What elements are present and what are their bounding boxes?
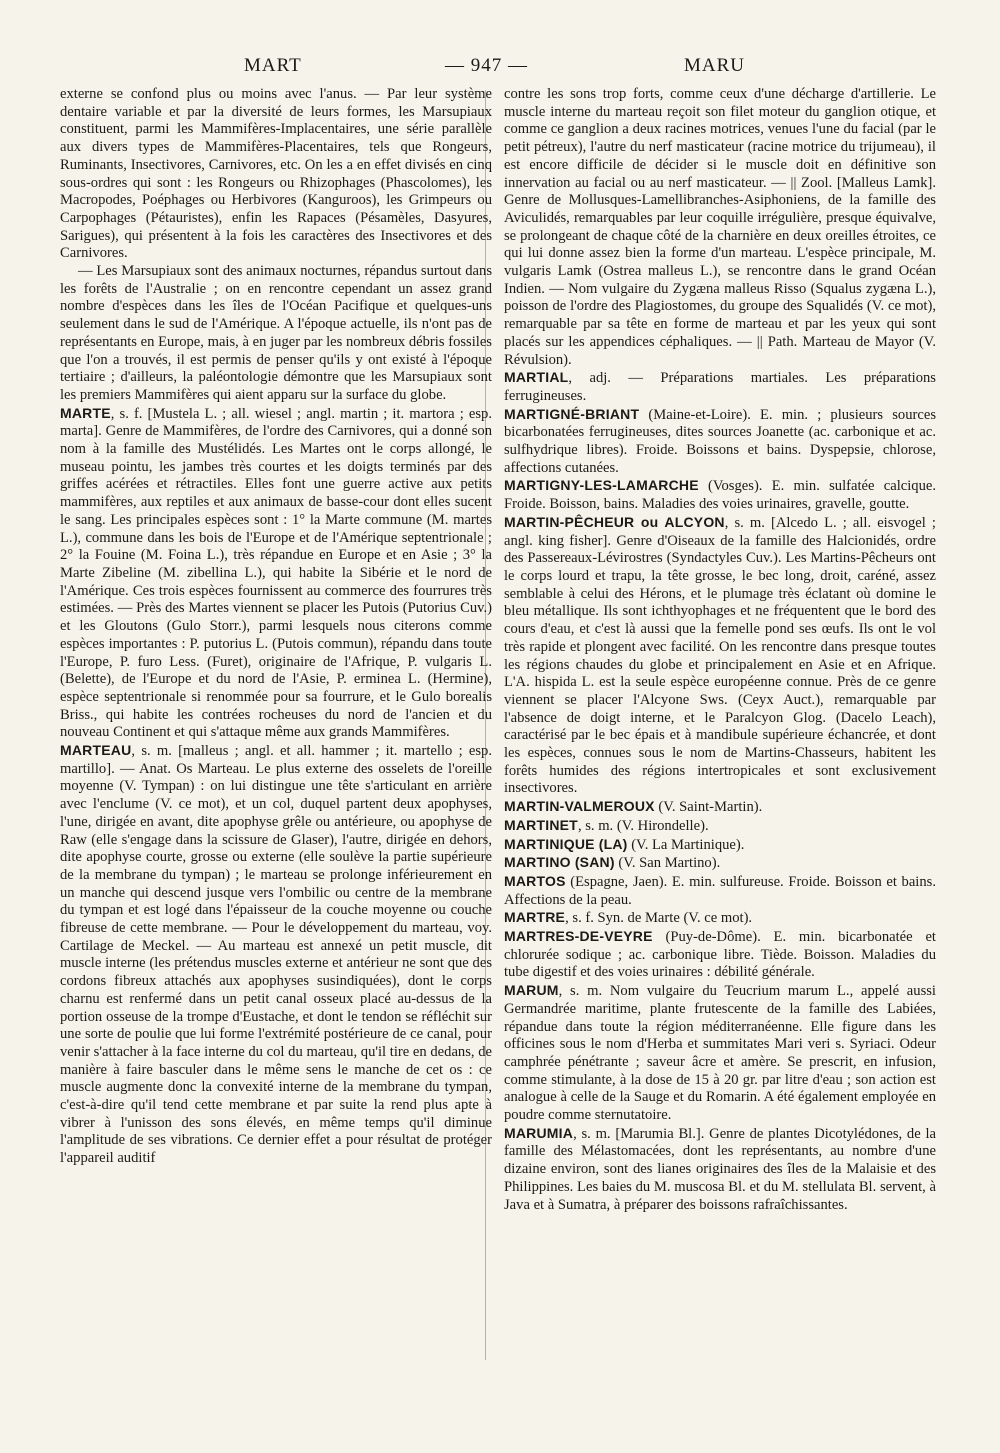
entry — [504, 854, 936, 873]
entry-body: (V. San Martino). — [614, 855, 721, 872]
entry-headword: MARTE — [60, 404, 111, 421]
page-number: — 947 — — [445, 55, 528, 76]
entry — [504, 514, 936, 798]
entry — [504, 928, 936, 982]
entry-headword: MARUMIA — [504, 1124, 574, 1141]
entry — [504, 836, 936, 855]
entry-headword: MARTOS — [504, 872, 566, 889]
entry-headword: MARTINO (SAN) — [504, 854, 615, 871]
entry-body: (V. Saint-Martin). — [654, 799, 763, 816]
entry-body: (Espagne, Jaen). E. min. sulfureuse. Froide. Boisson et bains. Affections de la peau. — [504, 873, 936, 908]
header-right: MARU — [684, 55, 746, 76]
entry-headword: MARTRE — [504, 909, 566, 926]
right-column — [504, 86, 936, 1214]
entry — [504, 406, 936, 478]
entry-body: (Maine-et-Loire). E. min. ; plusieurs sources bicarbonatées ferrugineuses, dites sources Joanette (ac. carbonique et ac. sulfhydrique libres). Froide. Boissons et bains. Dyspepsie, chlorose, affections cutanées. — [504, 406, 936, 476]
entry-headword: MARTIN-VALMEROUX — [504, 798, 655, 815]
entry-body: , s. m. [Alcedo L. ; all. eisvogel ; angl. king fisher]. Genre d'Oiseaux de la famille des Halcionidés, ordre des Passereaux-Lévirostres (Syndactyles Cuv.). Les Martins-Pêcheurs ont le corps lourd et trapu, la tête grosse, le bec long, droit, caréné, assez semblable à celui des Hérons, et le plumage très éclatant où domine le bleu métallique. Ils sont ichthyophages et ne fréquentent que le bord des cours d'eau, et c'est là aussi que la femelle pond ses œufs. Ils ont le vol très rapide et plongent avec facilité. On les rencontre dans presque toutes les régions chaudes du globe et principalement en Asie et en Afrique. L'A. hispida L. est la seule espèce européenne connue. Près de ce genre viennent se placer l'Alcyone Sws. (Ceyx Auct.), remarquable par l'absence de doigt interne, et le Paralcyon Glog. (Dacelo Leach), caractérisé par le bec épais et à mandibule supérieure échancrée, et dont les espèces, connues sous le nom de Martins-Chasseurs, habitent les forêts humides des régions intertropicales et sont exclusivement insectivores. — [504, 514, 936, 797]
entry-body: (V. La Martinique). — [627, 836, 745, 853]
entry-headword: MARTINET — [504, 816, 578, 833]
entry — [504, 817, 936, 836]
entry-body: , s. m. [malleus ; angl. et all. hammer ; it. martello ; esp. martillo]. — Anat. Os Marteau. Le plus externe des osselets de l'oreille moyenne (V. Tympan) : on lui distingue une tête s'articulant en arrière avec l'enclume (V. ce mot), et un col, duquel partent deux apophyses, l'une, dirigée en avant, dite apophyse grêle ou antérieure, ou apophyse de Raw (elle s'engage dans la scissure de Glaser), l'autre, dirigée en dehors, dite apophyse courte, grosse ou externe (elle soulève la partie supérieure de la membrane du tympan) ; le marteau se prolonge inférieurement en un manche qui descend jusque vers l'ombilic ou centre de la membrane du tympan et est logé dans l'épaisseur de la couche moyenne ou couche fibreuse de cette membrane. — Pour le développement du marteau, voy. Cartilage de Meckel. — Au marteau est annexé un petit muscle, dit muscle interne (les prétendus muscles externe et antérieur ne sont que des cordons fibreux attachés aux apophyses susindiquées), dont le corps charnu est renfermé dans un petit canal osseux placé au-dessus de la portion osseuse de la trompe d'Eustache, et dont le tendon se réfléchit sur une sorte de poulie que lui forme l'extrémité postérieure de ce canal, pour venir s'attacher à la face interne du col du marteau, qu'il tire en dedans, de manière à faire basculer dans le même sens le manche de cet os : ce muscle augmente donc la convexité interne de la membrane du tympan, c'est-à-dire qu'il tend cette membrane et par suite la rend plus apte à vibrer à l'unisson des sons élevés, en même temps qu'il diminue l'amplitude de ses vibrations. Ce dernier effet a pour résultat de protéger l'appareil auditif — [60, 743, 492, 1167]
entry-body: (Puy-de-Dôme). E. min. bicarbonatée et chlorurée sodique ; ac. carbonique libre. Tiède. Boisson. Maladies du tube digestif et des voies urinaires : débilité générale. — [504, 929, 936, 981]
entry-body: , s. f. Syn. de Marte (V. ce mot). — [565, 910, 753, 927]
entry-headword: MARTIAL — [504, 369, 569, 386]
paragraph: externe se confond plus ou moins avec l'anus. — Par leur système dentaire variable et par la diversité de leurs formes, les Marsupiaux constituent, parmi les Mammifères-Implacentaires, une série parallèle aux divers types de Mammifères-Placentaires, tels que Rongeurs, Ruminants, Insectivores, Carnivores, etc. On les a en effet divisés en cinq sous-ordres qui sont : les Rongeurs ou Rhizophages (Phascolomes), les Macropodes, Poéphages ou Herbivores (Kanguroos), les Grimpeurs ou Carpophages (Pétauristes), enfin les Rapaces (Pésamèles, Dasyures, Sarigues), qui présentent à la fois les caractères des Insectivores et des Carnivores. — [60, 86, 492, 262]
entry-body: , s. f. [Mustela L. ; all. wiesel ; angl. martin ; it. martora ; esp. marta]. Genre de Mammifères, de l'ordre des Carnivores, qui a donné son nom à la famille des Mustélidés. Les Martes ont le corps allongé, le museau pointu, les jambes très courtes et les doigts terminés par des griffes acérées et rétractiles. Elles font une guerre active aux petits mammifères, aux reptiles et aux animaux de basse-cour dont elles sucent le sang. Les principales espèces sont : 1° la Marte commune (M. martes L.), commune dans les bois de l'Europe et de l'Amérique septentrionale ; 2° la Fouine (M. Foina L.), très répandue en Europe et en Asie ; 3° la Marte Zibeline (M. zibellina L.), qui habite la Sibérie et le nord de l'Amérique. Ces trois espèces fournissent au commerce des fourrures très estimées. — Près des Martes viennent se placer les Putois (Putorius Cuv.) et les Gloutons (Gulo Storr.), parmi lesquels nous citerons comme espèces importantes : P. putorius L. (Putois commun), répandu dans toute l'Europe, P. furo Less. (Furet), originaire de l'Afrique, P. vulgaris L. (Belette), de l'Europe et du nord de l'Asie, P. erminea L. (Hermine), espèce septentrionale si renommée pour sa fourrure, et le Gulo borealis Briss., qui habite les contrées rocheuses du nord de l'ancien et du nouveau Continent et qui s'attaque même aux grands Mammifères. — [60, 405, 492, 741]
entry — [504, 798, 936, 817]
entry-body: , s. m. [Marumia Bl.]. Genre de plantes Dicotylédones, de la famille des Mélastomacées, dont les représentants, au nombre d'une dizaine environ, sont des lianes originaires des îles de la Malaisie et des Philippines. Les baies du M. muscosa Bl. et du M. stellulata Bl. servent, à Java et à Sumatra, à préparer des boissons rafraîchissantes. — [504, 1125, 936, 1213]
entry-headword: MARTIN-PÊCHEUR ou ALCYON — [504, 513, 725, 530]
entry — [60, 405, 492, 742]
entry-body: (Vosges). E. min. sulfatée calcique. Froide. Boisson, bains. Maladies des voies urinaires, gravelle, goutte. — [504, 478, 936, 513]
entry-body: , adj. — Préparations martiales. Les préparations ferrugineuses. — [504, 370, 936, 404]
entry-headword: MARTIGNY-LES-LAMARCHE — [504, 477, 699, 494]
entry-headword: MARTEAU — [60, 742, 132, 759]
left-column — [60, 86, 492, 1168]
entry — [504, 369, 936, 405]
paragraph: — Les Marsupiaux sont des animaux nocturnes, répandus surtout dans les forêts de l'Australie ; on en rencontre cependant un assez grand nombre d'espèces dans les îles de l'Océan Pacifique et quelques-uns seulement dans le sud de l'Amérique. A l'époque actuelle, ils n'ont pas de représentants en Europe, mais, à en juger par les nombreux débris fossiles que l'on a trouvés, il est permis de penser qu'ils y ont existé à l'époque tertiaire ; d'ailleurs, la paléontologie démontre que les Marsupiaux sont les premiers Mammifères qui aient apparu sur la surface du globe. — [60, 263, 492, 403]
entry — [504, 982, 936, 1125]
entry — [504, 477, 936, 513]
entry-body: , s. m. Nom vulgaire du Teucrium marum L., appelé aussi Germandrée maritime, plante frutescente de la famille des Labiées, répandue dans toute la région méditerranéenne. Elle figure dans les officines sous le nom d'Herba et summitates Mari veri s. Syriaci. Odeur camphrée pénétrante ; saveur âcre et amère. Se prescrit, en infusion, comme stimulante, à la dose de 15 à 20 gr. par litre d'eau ; son action est analogue à celle de la Sauge et du Romarin. A été également employée en poudre comme sternutatoire. — [504, 983, 936, 1124]
paragraph: contre les sons trop forts, comme ceux d'une décharge d'artillerie. Le muscle interne du marteau reçoit son filet moteur du ganglion otique, et comme ce ganglion a deux racines motrices, venues l'une du facial (par le petit pétreux), l'autre du nerf masticateur (racine motrice du trijumeau), il est encore difficile de décider si le muscle doit en définitive son innervation au facial ou au nerf masticateur. — || Zool. [Malleus Lamk]. Genre de Mollusques-Lamellibranches-Asiphoniens, de la famille des Aviculidés, remarquables par leur coquille irrégulière, presque équivalve, se prolongeant de chaque côté de la charnière en deux oreilles étroites, ce qui lui donne assez bien la forme d'un marteau. L'espèce principale, M. vulgaris Lamk (Ostrea malleus L.), se rencontre dans le grand Océan Indien. — Nom vulgaire du Zygæna malleus Risso (Squalus zygæna L.), poisson de l'ordre des Plagiostomes, du groupe des Squalidés (V. ce mot), remarquable par sa tête en forme de marteau et par les yeux qui sont placés sur les appendices céphaliques. — || Path. Marteau de Mayor (V. Révulsion). — [504, 86, 936, 368]
entry-body: , s. m. (V. Hirondelle). — [577, 817, 709, 834]
entry — [60, 742, 492, 1168]
entry-headword: MARTRES-DE-VEYRE — [504, 928, 653, 945]
entry — [504, 909, 936, 928]
entry-headword: MARTIGNÉ-BRIANT — [504, 405, 640, 422]
entry-headword: MARUM — [504, 982, 559, 999]
running-header — [0, 55, 1000, 83]
header-left: MART — [244, 55, 302, 76]
entry — [504, 873, 936, 909]
entry-headword: MARTINIQUE (LA) — [504, 835, 628, 852]
entry — [504, 1125, 936, 1215]
